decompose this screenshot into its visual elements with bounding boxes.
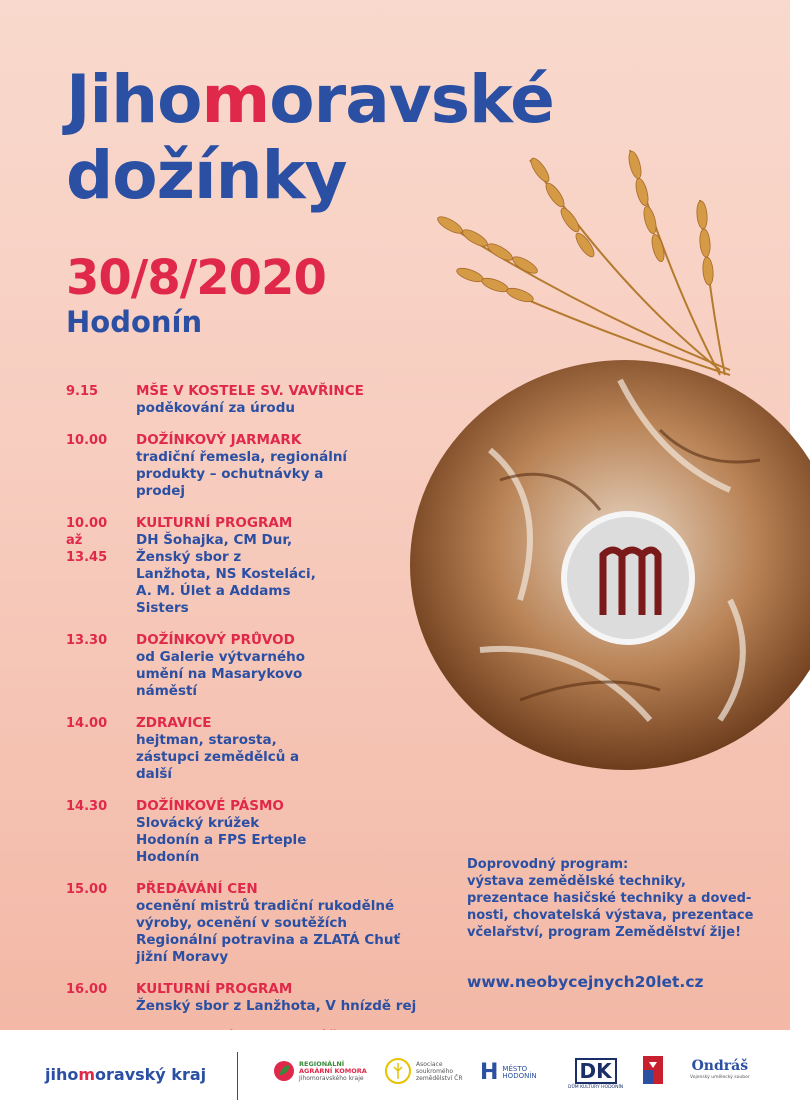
program-row <box>66 432 436 500</box>
program-row <box>66 715 466 783</box>
program-title: PŘEDÁVÁNÍ CEN <box>136 881 258 897</box>
program-time: 14.30 <box>66 799 108 814</box>
program-desc: tradiční řemesla, regionální produkty – ochutnávky a prodej <box>136 449 348 499</box>
program-desc: Slovácký krúžek Hodonín a FPS Erteple Hodonín <box>136 815 307 865</box>
footer-divider <box>237 1052 238 1100</box>
mesto-hodonin-logo: H MĚSTO HODONÍN <box>480 1060 537 1085</box>
h-logo-icon: H <box>480 1060 499 1085</box>
event-date: 30/8/2020 <box>66 250 326 306</box>
program-desc: ocenění mistrů tradiční rukodělné výroby, ocenění v soutěžích Regionální potravina a ZLATÁ Chuť jižní Moravy <box>136 898 400 965</box>
program-row <box>66 881 466 966</box>
m-badge <box>564 514 692 642</box>
kraj-logo: jihomoravský kraj <box>45 1065 207 1084</box>
footer <box>0 1030 790 1120</box>
hodonin-coat-of-arms-icon <box>641 1054 665 1088</box>
program-title: DOŽÍNKOVÝ JARMARK <box>136 432 302 448</box>
side-program <box>467 856 767 941</box>
page-title: Jihomoravské dožínky <box>66 61 554 214</box>
program-title: KULTURNÍ PROGRAM <box>136 981 293 997</box>
program-title: ZDRAVICE <box>136 715 212 731</box>
program-time: 13.30 <box>66 633 108 648</box>
program-title: KULTURNÍ PROGRAM <box>136 515 293 531</box>
program-time: 9.15 <box>66 384 99 399</box>
program-row <box>66 981 466 1015</box>
ondras-logo: Ondráš Vojenský umělecký soubor <box>690 1058 750 1080</box>
program-row <box>66 383 466 417</box>
agrarni-komora-logo: REGIONÁLNÍ AGRÁRNÍ KOMORA Jihomoravského kraje <box>273 1060 367 1082</box>
event-city: Hodonín <box>66 305 203 339</box>
dum-kultury-logo: DK DŮM KULTURY HODONÍN <box>568 1059 624 1090</box>
program-title: DOŽÍNKOVÉ PÁSMO <box>136 798 284 814</box>
side-program-title: Doprovodný program: <box>467 857 629 872</box>
program-row <box>66 632 466 700</box>
side-program-text: výstava zemědělské techniky, prezentace hasičské techniky a doved-nosti, chovatelská výstava, prezentace včelařství, program Zemědělství žije! <box>467 874 754 940</box>
program-time: 10.00 <box>66 433 108 448</box>
program-time: 10.00 až 13.45 <box>66 516 108 565</box>
program-desc: od Galerie výtvarného umění na Masarykovo náměstí <box>136 649 306 699</box>
program-time: 15.00 <box>66 882 108 897</box>
program-row <box>66 798 466 866</box>
program-list <box>66 383 466 1079</box>
leaf-icon <box>273 1060 295 1082</box>
program-title: MŠE V KOSTELE SV. VAVŘINCE <box>136 383 364 399</box>
program-row <box>66 515 466 617</box>
program-time: 14.00 <box>66 716 108 731</box>
program-desc: hejtman, starosta, zástupci zemědělců a další <box>136 732 300 782</box>
program-time: 16.00 <box>66 982 108 997</box>
website-link[interactable]: www.neobycejnych20let.cz <box>467 973 704 991</box>
program-desc: Ženský sbor z Lanžhota, V hnízdě rej <box>136 998 417 1014</box>
program-desc: poděkování za úrodu <box>136 400 295 416</box>
program-title: DOŽÍNKOVÝ PRŮVOD <box>136 632 295 648</box>
wheat-circle-icon <box>384 1057 412 1085</box>
asociace-logo: Asociace soukromého zemědělství ČR <box>384 1057 463 1085</box>
program-desc: DH Šohajka, CM Dur, Ženský sbor z Lanžhota, NS Kosteláci, A. M. Úlet a Addams Sisters <box>136 532 316 616</box>
